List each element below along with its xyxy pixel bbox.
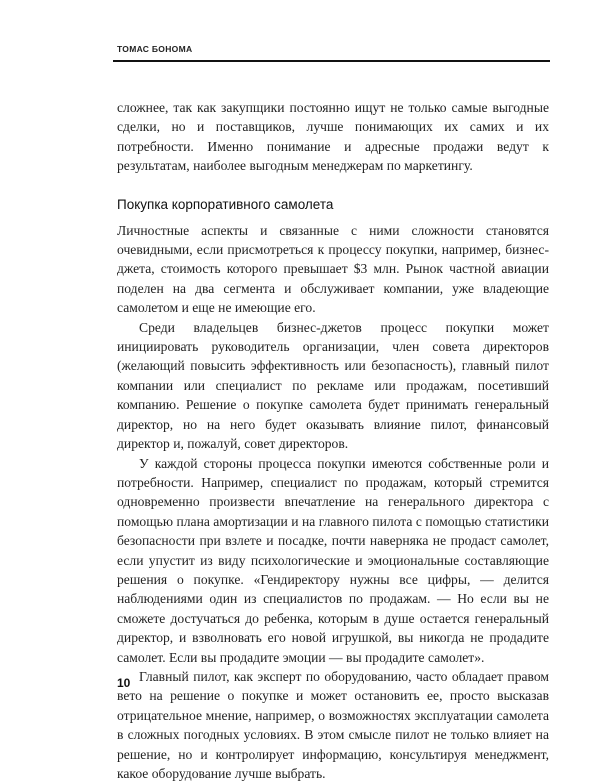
body-paragraph-3: У каждой стороны процесса покупки имеются собственные роли и потребности. Например, специалист по продажам, который стремится одновременно произвести впечатление на генерального директора с помощью плана амортизации и на главного пилота с помощью статистики безопасности при взлете и посадке, почти наверняка не продаст самолет, если упустит из виду психологические и эмоциональные составляющие решения о покупке. «Гендиректору нужны все цифры, — делится наблюдениями один из специалистов по продажам. — Но если вы не сможете достучаться до ребенка, которым в душе остается генеральный директор, и взволновать его новой игрушкой, вы никогда не продадите самолет. Если вы продадите эмоции — вы продадите самолет». (117, 455, 549, 665)
body-paragraph-1: Личностные аспекты и связанные с ними сложности становятся очевидными, если присмотреться к процессу покупки, например, бизнес-джета, стоимость которого превышает $3 млн. Рынок частной авиации поделен на два сегмента и обслуживает компании, уже владеющие самолетом и еще не имеющие его. (117, 222, 549, 316)
body-paragraph-4: Главный пилот, как эксперт по оборудованию, часто обладает правом вето на решение о покупке и может остановить ее, просто высказав отрицательное мнение, например, о возможностях эксплуатации самолета в сложных погодных условиях. В этом смысле пилот не только влияет на решение, но и контролирует информацию, консультируя менеджмент, какое оборудование лучше выбрать. (117, 668, 549, 781)
page-body (117, 98, 549, 783)
header-rule (113, 60, 550, 62)
page-number: 10 (117, 676, 131, 690)
body-paragraph-2: Среди владельцев бизнес-джетов процесс покупки может инициировать руководитель организации, член совета директоров (желающий повысить эффективность или безопасность), главный пилот компании или специалист по рекламе или продажам, посетивший компанию. Решение о покупке самолета будет принимать генеральный директор, но на него будет оказывать влияние пилот, финансовый директор и, пожалуй, совет директоров. (117, 319, 549, 452)
intro-paragraph: сложнее, так как закупщики постоянно ищут не только самые выгодные сделки, но и поставщиков, лучше понимающих их самих и их потребности. Именно понимание и адресные продажи ведут к результатам, наиболее выгодным менеджерам по маркетингу. (117, 100, 549, 174)
running-head: ТОМАС БОНОМА (117, 44, 193, 54)
section-title: Покупка корпоративного самолета (117, 196, 334, 212)
